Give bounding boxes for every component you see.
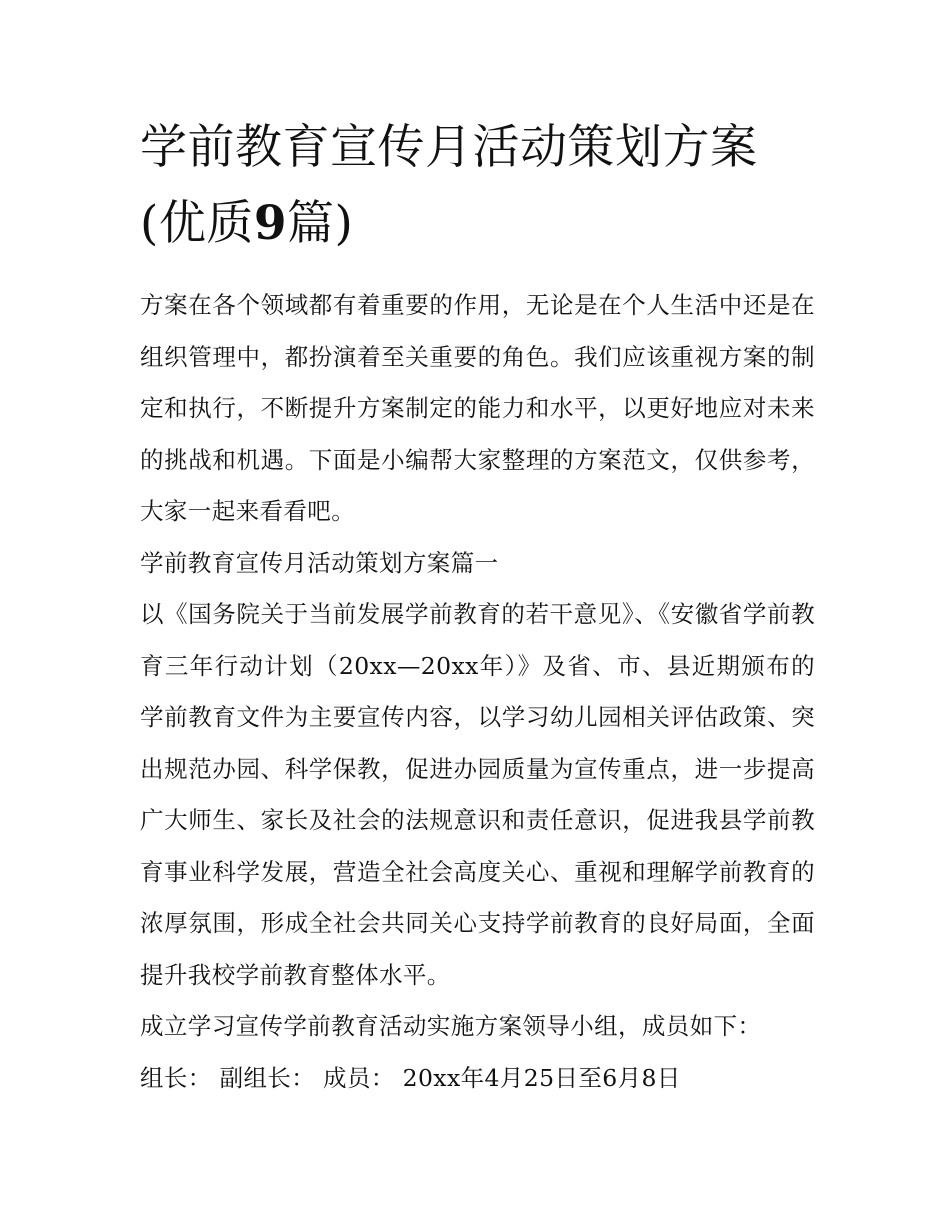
title-line-1: 学前教育宣传月活动策划方案 [140,120,758,175]
title-line-2-number: 9 [253,196,288,251]
title-line-2-close: 篇) [287,196,354,251]
leadership-group-line: 成立学习宣传学前教育活动实施方案领导小组，成员如下： [140,1012,762,1040]
document-title [140,110,815,262]
intro-paragraph: 方案在各个领域都有着重要的作用，无论是在个人生活中还是在组织管理中，都扮演着至关重要的角色。我们应该重视方案的制定和执行，不断提升方案制定的能力和水平，以更好地应对未来的挑战和机遇。下面是小编帮大家整理的方案范文，仅供参考，大家一起来看看吧。 [140,291,815,525]
section-heading: 学前教育宣传月活动策划方案篇一 [140,548,499,577]
title-line-2-open: (优质 [140,196,254,251]
section-body-paragraph: 以《国务院关于当前发展学前教育的若干意见》、《安徽省学前教育三年行动计划（20xx—20xx年）》及省、市、县近期颁布的学前教育文件为主要宣传内容，以学习幼儿园相关评估政策、突出规范办园、科学保教，促进办园质量为宣传重点，进一步提高广大师生、家长及社会的法规意识和责任意识，促进我县学前教育事业科学发展，营造全社会高度关心、重视和理解学前教育的浓厚氛围，形成全社会共同关心支持学前教育的良好局面，全面提升我校学前教育整体水平。 [140,600,815,989]
document-body [140,110,815,1104]
roles-and-dates-line: 组长： 副组长： 成员： 20xx年4月25日至6月8日 [140,1063,681,1092]
